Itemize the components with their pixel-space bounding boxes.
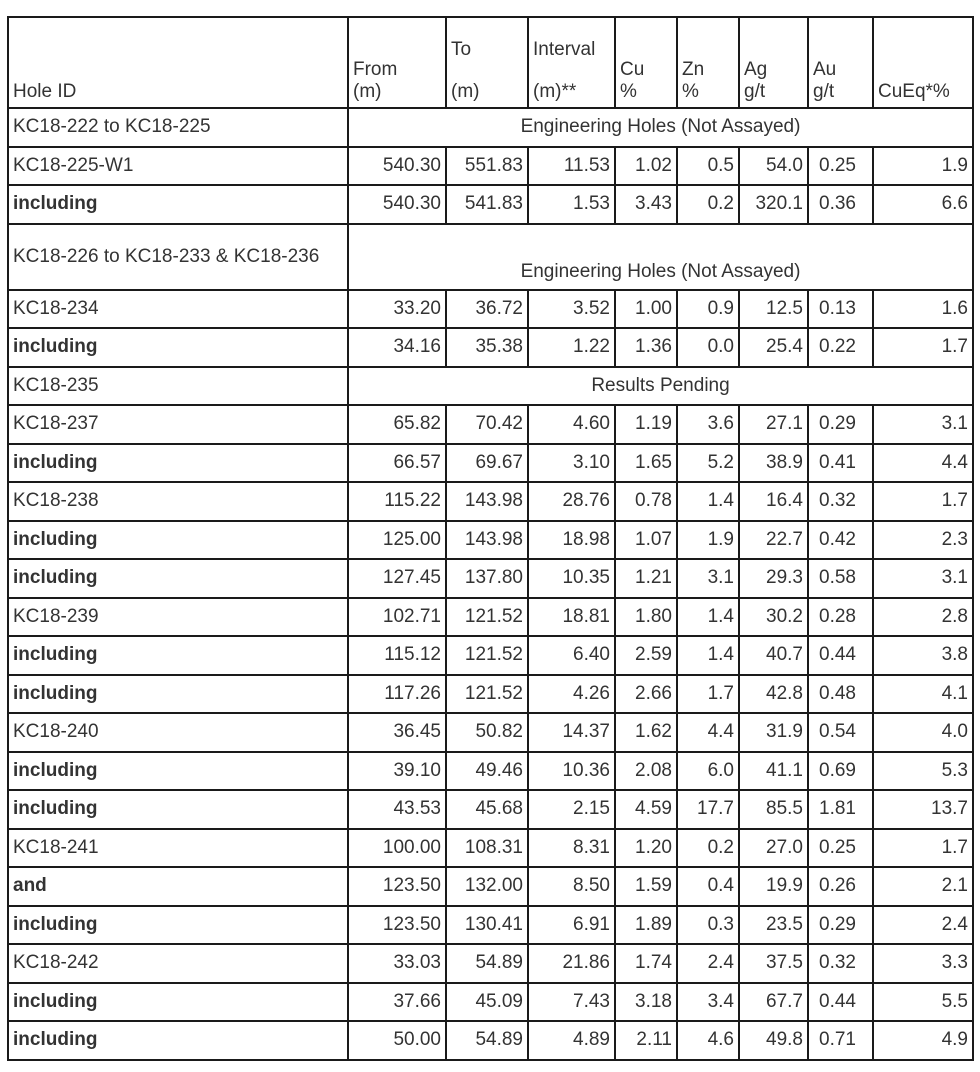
header-label-line1: To bbox=[451, 39, 472, 60]
table-row bbox=[8, 290, 973, 329]
cu-cell: 1.74 bbox=[615, 944, 677, 983]
cu-cell: 1.62 bbox=[615, 713, 677, 752]
cueq-cell: 3.3 bbox=[873, 944, 973, 983]
header-label-line2: (m) bbox=[353, 81, 382, 102]
interval-cell: 8.31 bbox=[528, 829, 615, 868]
table-row bbox=[8, 482, 973, 521]
ag-cell: 38.9 bbox=[739, 444, 808, 483]
hole-id-cell: including bbox=[8, 521, 348, 560]
from-cell: 127.45 bbox=[348, 559, 446, 598]
to-cell: 54.89 bbox=[446, 944, 528, 983]
interval-cell: 3.52 bbox=[528, 290, 615, 329]
table-body bbox=[8, 108, 973, 1060]
table-row bbox=[8, 790, 973, 829]
to-cell: 121.52 bbox=[446, 598, 528, 637]
status-note-cell: Results Pending bbox=[348, 367, 973, 406]
to-cell: 69.67 bbox=[446, 444, 528, 483]
cu-cell: 1.00 bbox=[615, 290, 677, 329]
hole-id-cell: including bbox=[8, 1021, 348, 1060]
ag-cell: 19.9 bbox=[739, 867, 808, 906]
au-cell: 0.42 bbox=[808, 521, 873, 560]
hole-id-cell: including bbox=[8, 983, 348, 1022]
table-row bbox=[8, 713, 973, 752]
au-cell: 0.41 bbox=[808, 444, 873, 483]
zn-cell: 4.6 bbox=[677, 1021, 739, 1060]
zn-cell: 0.4 bbox=[677, 867, 739, 906]
from-cell: 66.57 bbox=[348, 444, 446, 483]
interval-cell: 18.98 bbox=[528, 521, 615, 560]
hole-id-cell: including bbox=[8, 906, 348, 945]
cueq-cell: 2.1 bbox=[873, 867, 973, 906]
hole-id-cell: KC18-238 bbox=[8, 482, 348, 521]
cu-cell: 1.65 bbox=[615, 444, 677, 483]
header-label-line2: % bbox=[682, 81, 699, 102]
to-cell: 541.83 bbox=[446, 185, 528, 224]
hole-id-cell: KC18-225-W1 bbox=[8, 147, 348, 186]
cueq-cell: 1.9 bbox=[873, 147, 973, 186]
header-label-line2: CuEq*% bbox=[878, 81, 950, 102]
interval-cell: 21.86 bbox=[528, 944, 615, 983]
table-row bbox=[8, 521, 973, 560]
header-zn bbox=[677, 17, 739, 108]
drill-results-table bbox=[7, 16, 974, 1061]
cueq-cell: 4.0 bbox=[873, 713, 973, 752]
to-cell: 49.46 bbox=[446, 752, 528, 791]
table-row bbox=[8, 108, 973, 147]
cu-cell: 2.08 bbox=[615, 752, 677, 791]
interval-cell: 6.40 bbox=[528, 636, 615, 675]
to-cell: 121.52 bbox=[446, 675, 528, 714]
to-cell: 35.38 bbox=[446, 328, 528, 367]
to-cell: 121.52 bbox=[446, 636, 528, 675]
header-label-line1: Zn bbox=[682, 59, 705, 80]
cu-cell: 1.89 bbox=[615, 906, 677, 945]
ag-cell: 12.5 bbox=[739, 290, 808, 329]
interval-cell: 2.15 bbox=[528, 790, 615, 829]
hole-id-cell: including bbox=[8, 444, 348, 483]
header-au bbox=[808, 17, 873, 108]
hole-id-cell: KC18-234 bbox=[8, 290, 348, 329]
cu-cell: 1.36 bbox=[615, 328, 677, 367]
ag-cell: 320.1 bbox=[739, 185, 808, 224]
from-cell: 117.26 bbox=[348, 675, 446, 714]
from-cell: 540.30 bbox=[348, 147, 446, 186]
header-label-line1: Ag bbox=[744, 59, 768, 80]
table-row bbox=[8, 829, 973, 868]
cueq-cell: 1.7 bbox=[873, 328, 973, 367]
to-cell: 143.98 bbox=[446, 482, 528, 521]
header-from bbox=[348, 17, 446, 108]
hole-id-cell: KC18-237 bbox=[8, 405, 348, 444]
ag-cell: 42.8 bbox=[739, 675, 808, 714]
ag-cell: 16.4 bbox=[739, 482, 808, 521]
cu-cell: 1.80 bbox=[615, 598, 677, 637]
from-cell: 115.12 bbox=[348, 636, 446, 675]
ag-cell: 67.7 bbox=[739, 983, 808, 1022]
interval-cell: 8.50 bbox=[528, 867, 615, 906]
interval-cell: 6.91 bbox=[528, 906, 615, 945]
interval-cell: 28.76 bbox=[528, 482, 615, 521]
au-cell: 0.32 bbox=[808, 482, 873, 521]
ag-cell: 37.5 bbox=[739, 944, 808, 983]
cueq-cell: 5.5 bbox=[873, 983, 973, 1022]
from-cell: 540.30 bbox=[348, 185, 446, 224]
header-ag bbox=[739, 17, 808, 108]
table-row bbox=[8, 752, 973, 791]
au-cell: 0.25 bbox=[808, 147, 873, 186]
header-label-line2: g/t bbox=[744, 81, 766, 102]
from-cell: 50.00 bbox=[348, 1021, 446, 1060]
zn-cell: 6.0 bbox=[677, 752, 739, 791]
hole-id-cell: including bbox=[8, 790, 348, 829]
cueq-cell: 2.4 bbox=[873, 906, 973, 945]
au-cell: 0.26 bbox=[808, 867, 873, 906]
ag-cell: 25.4 bbox=[739, 328, 808, 367]
zn-cell: 17.7 bbox=[677, 790, 739, 829]
header-label-line2: (m) bbox=[451, 81, 480, 102]
table-row bbox=[8, 944, 973, 983]
interval-cell: 18.81 bbox=[528, 598, 615, 637]
au-cell: 0.44 bbox=[808, 983, 873, 1022]
table-row bbox=[8, 983, 973, 1022]
table-row bbox=[8, 185, 973, 224]
cueq-cell: 3.8 bbox=[873, 636, 973, 675]
au-cell: 0.48 bbox=[808, 675, 873, 714]
from-cell: 115.22 bbox=[348, 482, 446, 521]
status-note-cell: Engineering Holes (Not Assayed) bbox=[348, 108, 973, 147]
cu-cell: 0.78 bbox=[615, 482, 677, 521]
au-cell: 1.81 bbox=[808, 790, 873, 829]
cueq-cell: 5.3 bbox=[873, 752, 973, 791]
hole-id-cell: including bbox=[8, 636, 348, 675]
table-row bbox=[8, 444, 973, 483]
au-cell: 0.25 bbox=[808, 829, 873, 868]
cueq-cell: 3.1 bbox=[873, 559, 973, 598]
hole-id-cell: KC18-226 to KC18-233 & KC18-236 bbox=[8, 224, 348, 290]
cu-cell: 3.18 bbox=[615, 983, 677, 1022]
table-row bbox=[8, 598, 973, 637]
cueq-cell: 1.7 bbox=[873, 829, 973, 868]
hole-id-cell: including bbox=[8, 752, 348, 791]
hole-id-cell: including bbox=[8, 675, 348, 714]
interval-cell: 14.37 bbox=[528, 713, 615, 752]
au-cell: 0.22 bbox=[808, 328, 873, 367]
ag-cell: 31.9 bbox=[739, 713, 808, 752]
au-cell: 0.69 bbox=[808, 752, 873, 791]
au-cell: 0.28 bbox=[808, 598, 873, 637]
table-row bbox=[8, 147, 973, 186]
interval-cell: 4.89 bbox=[528, 1021, 615, 1060]
cu-cell: 1.19 bbox=[615, 405, 677, 444]
ag-cell: 40.7 bbox=[739, 636, 808, 675]
zn-cell: 1.4 bbox=[677, 636, 739, 675]
interval-cell: 1.53 bbox=[528, 185, 615, 224]
from-cell: 123.50 bbox=[348, 906, 446, 945]
cueq-cell: 1.6 bbox=[873, 290, 973, 329]
header-hole-id bbox=[8, 17, 348, 108]
from-cell: 33.20 bbox=[348, 290, 446, 329]
interval-cell: 10.35 bbox=[528, 559, 615, 598]
from-cell: 125.00 bbox=[348, 521, 446, 560]
cu-cell: 1.20 bbox=[615, 829, 677, 868]
cu-cell: 3.43 bbox=[615, 185, 677, 224]
from-cell: 34.16 bbox=[348, 328, 446, 367]
zn-cell: 1.7 bbox=[677, 675, 739, 714]
to-cell: 54.89 bbox=[446, 1021, 528, 1060]
to-cell: 130.41 bbox=[446, 906, 528, 945]
hole-id-cell: including bbox=[8, 185, 348, 224]
zn-cell: 0.2 bbox=[677, 829, 739, 868]
to-cell: 137.80 bbox=[446, 559, 528, 598]
table-row bbox=[8, 636, 973, 675]
zn-cell: 2.4 bbox=[677, 944, 739, 983]
hole-id-cell: including bbox=[8, 328, 348, 367]
from-cell: 43.53 bbox=[348, 790, 446, 829]
from-cell: 33.03 bbox=[348, 944, 446, 983]
cueq-cell: 3.1 bbox=[873, 405, 973, 444]
table-row bbox=[8, 224, 973, 290]
from-cell: 100.00 bbox=[348, 829, 446, 868]
to-cell: 36.72 bbox=[446, 290, 528, 329]
to-cell: 143.98 bbox=[446, 521, 528, 560]
table-row bbox=[8, 559, 973, 598]
zn-cell: 0.5 bbox=[677, 147, 739, 186]
hole-id-cell: KC18-239 bbox=[8, 598, 348, 637]
zn-cell: 3.1 bbox=[677, 559, 739, 598]
au-cell: 0.58 bbox=[808, 559, 873, 598]
cu-cell: 2.11 bbox=[615, 1021, 677, 1060]
interval-cell: 3.10 bbox=[528, 444, 615, 483]
header-label-line2: (m)** bbox=[533, 81, 577, 102]
from-cell: 36.45 bbox=[348, 713, 446, 752]
cu-cell: 1.07 bbox=[615, 521, 677, 560]
cueq-cell: 4.1 bbox=[873, 675, 973, 714]
ag-cell: 85.5 bbox=[739, 790, 808, 829]
interval-cell: 4.26 bbox=[528, 675, 615, 714]
ag-cell: 29.3 bbox=[739, 559, 808, 598]
zn-cell: 3.4 bbox=[677, 983, 739, 1022]
au-cell: 0.29 bbox=[808, 405, 873, 444]
to-cell: 50.82 bbox=[446, 713, 528, 752]
cueq-cell: 2.3 bbox=[873, 521, 973, 560]
to-cell: 132.00 bbox=[446, 867, 528, 906]
au-cell: 0.13 bbox=[808, 290, 873, 329]
au-cell: 0.54 bbox=[808, 713, 873, 752]
header-label-line2: % bbox=[620, 81, 637, 102]
from-cell: 123.50 bbox=[348, 867, 446, 906]
header-label-line2: g/t bbox=[813, 81, 835, 102]
from-cell: 65.82 bbox=[348, 405, 446, 444]
au-cell: 0.36 bbox=[808, 185, 873, 224]
ag-cell: 54.0 bbox=[739, 147, 808, 186]
to-cell: 70.42 bbox=[446, 405, 528, 444]
header-cueq bbox=[873, 17, 973, 108]
header-row bbox=[8, 17, 973, 108]
from-cell: 37.66 bbox=[348, 983, 446, 1022]
status-note-cell: Engineering Holes (Not Assayed) bbox=[348, 224, 973, 290]
header-to bbox=[446, 17, 528, 108]
header-interval bbox=[528, 17, 615, 108]
au-cell: 0.29 bbox=[808, 906, 873, 945]
cueq-cell: 13.7 bbox=[873, 790, 973, 829]
zn-cell: 5.2 bbox=[677, 444, 739, 483]
from-cell: 102.71 bbox=[348, 598, 446, 637]
table-row bbox=[8, 367, 973, 406]
au-cell: 0.71 bbox=[808, 1021, 873, 1060]
ag-cell: 23.5 bbox=[739, 906, 808, 945]
hole-id-cell: KC18-240 bbox=[8, 713, 348, 752]
cu-cell: 4.59 bbox=[615, 790, 677, 829]
cueq-cell: 6.6 bbox=[873, 185, 973, 224]
to-cell: 551.83 bbox=[446, 147, 528, 186]
zn-cell: 4.4 bbox=[677, 713, 739, 752]
ag-cell: 22.7 bbox=[739, 521, 808, 560]
header-cu bbox=[615, 17, 677, 108]
zn-cell: 0.3 bbox=[677, 906, 739, 945]
hole-id-cell: and bbox=[8, 867, 348, 906]
header-label-line1: Au bbox=[813, 59, 837, 80]
to-cell: 108.31 bbox=[446, 829, 528, 868]
ag-cell: 27.1 bbox=[739, 405, 808, 444]
ag-cell: 27.0 bbox=[739, 829, 808, 868]
cu-cell: 1.59 bbox=[615, 867, 677, 906]
zn-cell: 1.4 bbox=[677, 482, 739, 521]
hole-id-cell: including bbox=[8, 559, 348, 598]
table-row bbox=[8, 675, 973, 714]
hole-id-cell: KC18-242 bbox=[8, 944, 348, 983]
header-label-line1: Cu bbox=[620, 59, 645, 80]
interval-cell: 11.53 bbox=[528, 147, 615, 186]
interval-cell: 4.60 bbox=[528, 405, 615, 444]
cueq-cell: 4.4 bbox=[873, 444, 973, 483]
table-row bbox=[8, 867, 973, 906]
interval-cell: 10.36 bbox=[528, 752, 615, 791]
cu-cell: 1.21 bbox=[615, 559, 677, 598]
cu-cell: 1.02 bbox=[615, 147, 677, 186]
zn-cell: 3.6 bbox=[677, 405, 739, 444]
zn-cell: 0.2 bbox=[677, 185, 739, 224]
interval-cell: 7.43 bbox=[528, 983, 615, 1022]
hole-id-cell: KC18-241 bbox=[8, 829, 348, 868]
header-label-line1: From bbox=[353, 59, 398, 80]
cueq-cell: 4.9 bbox=[873, 1021, 973, 1060]
hole-id-cell: KC18-235 bbox=[8, 367, 348, 406]
hole-id-cell: KC18-222 to KC18-225 bbox=[8, 108, 348, 147]
table-row bbox=[8, 405, 973, 444]
table-row bbox=[8, 328, 973, 367]
zn-cell: 1.9 bbox=[677, 521, 739, 560]
zn-cell: 1.4 bbox=[677, 598, 739, 637]
cu-cell: 2.59 bbox=[615, 636, 677, 675]
to-cell: 45.68 bbox=[446, 790, 528, 829]
au-cell: 0.32 bbox=[808, 944, 873, 983]
au-cell: 0.44 bbox=[808, 636, 873, 675]
zn-cell: 0.0 bbox=[677, 328, 739, 367]
cueq-cell: 2.8 bbox=[873, 598, 973, 637]
zn-cell: 0.9 bbox=[677, 290, 739, 329]
ag-cell: 49.8 bbox=[739, 1021, 808, 1060]
table-row bbox=[8, 1021, 973, 1060]
interval-cell: 1.22 bbox=[528, 328, 615, 367]
table-row bbox=[8, 906, 973, 945]
from-cell: 39.10 bbox=[348, 752, 446, 791]
cueq-cell: 1.7 bbox=[873, 482, 973, 521]
header-label-line2: Hole ID bbox=[13, 81, 77, 102]
ag-cell: 30.2 bbox=[739, 598, 808, 637]
header-label-line1: Interval bbox=[533, 39, 596, 60]
to-cell: 45.09 bbox=[446, 983, 528, 1022]
ag-cell: 41.1 bbox=[739, 752, 808, 791]
cu-cell: 2.66 bbox=[615, 675, 677, 714]
